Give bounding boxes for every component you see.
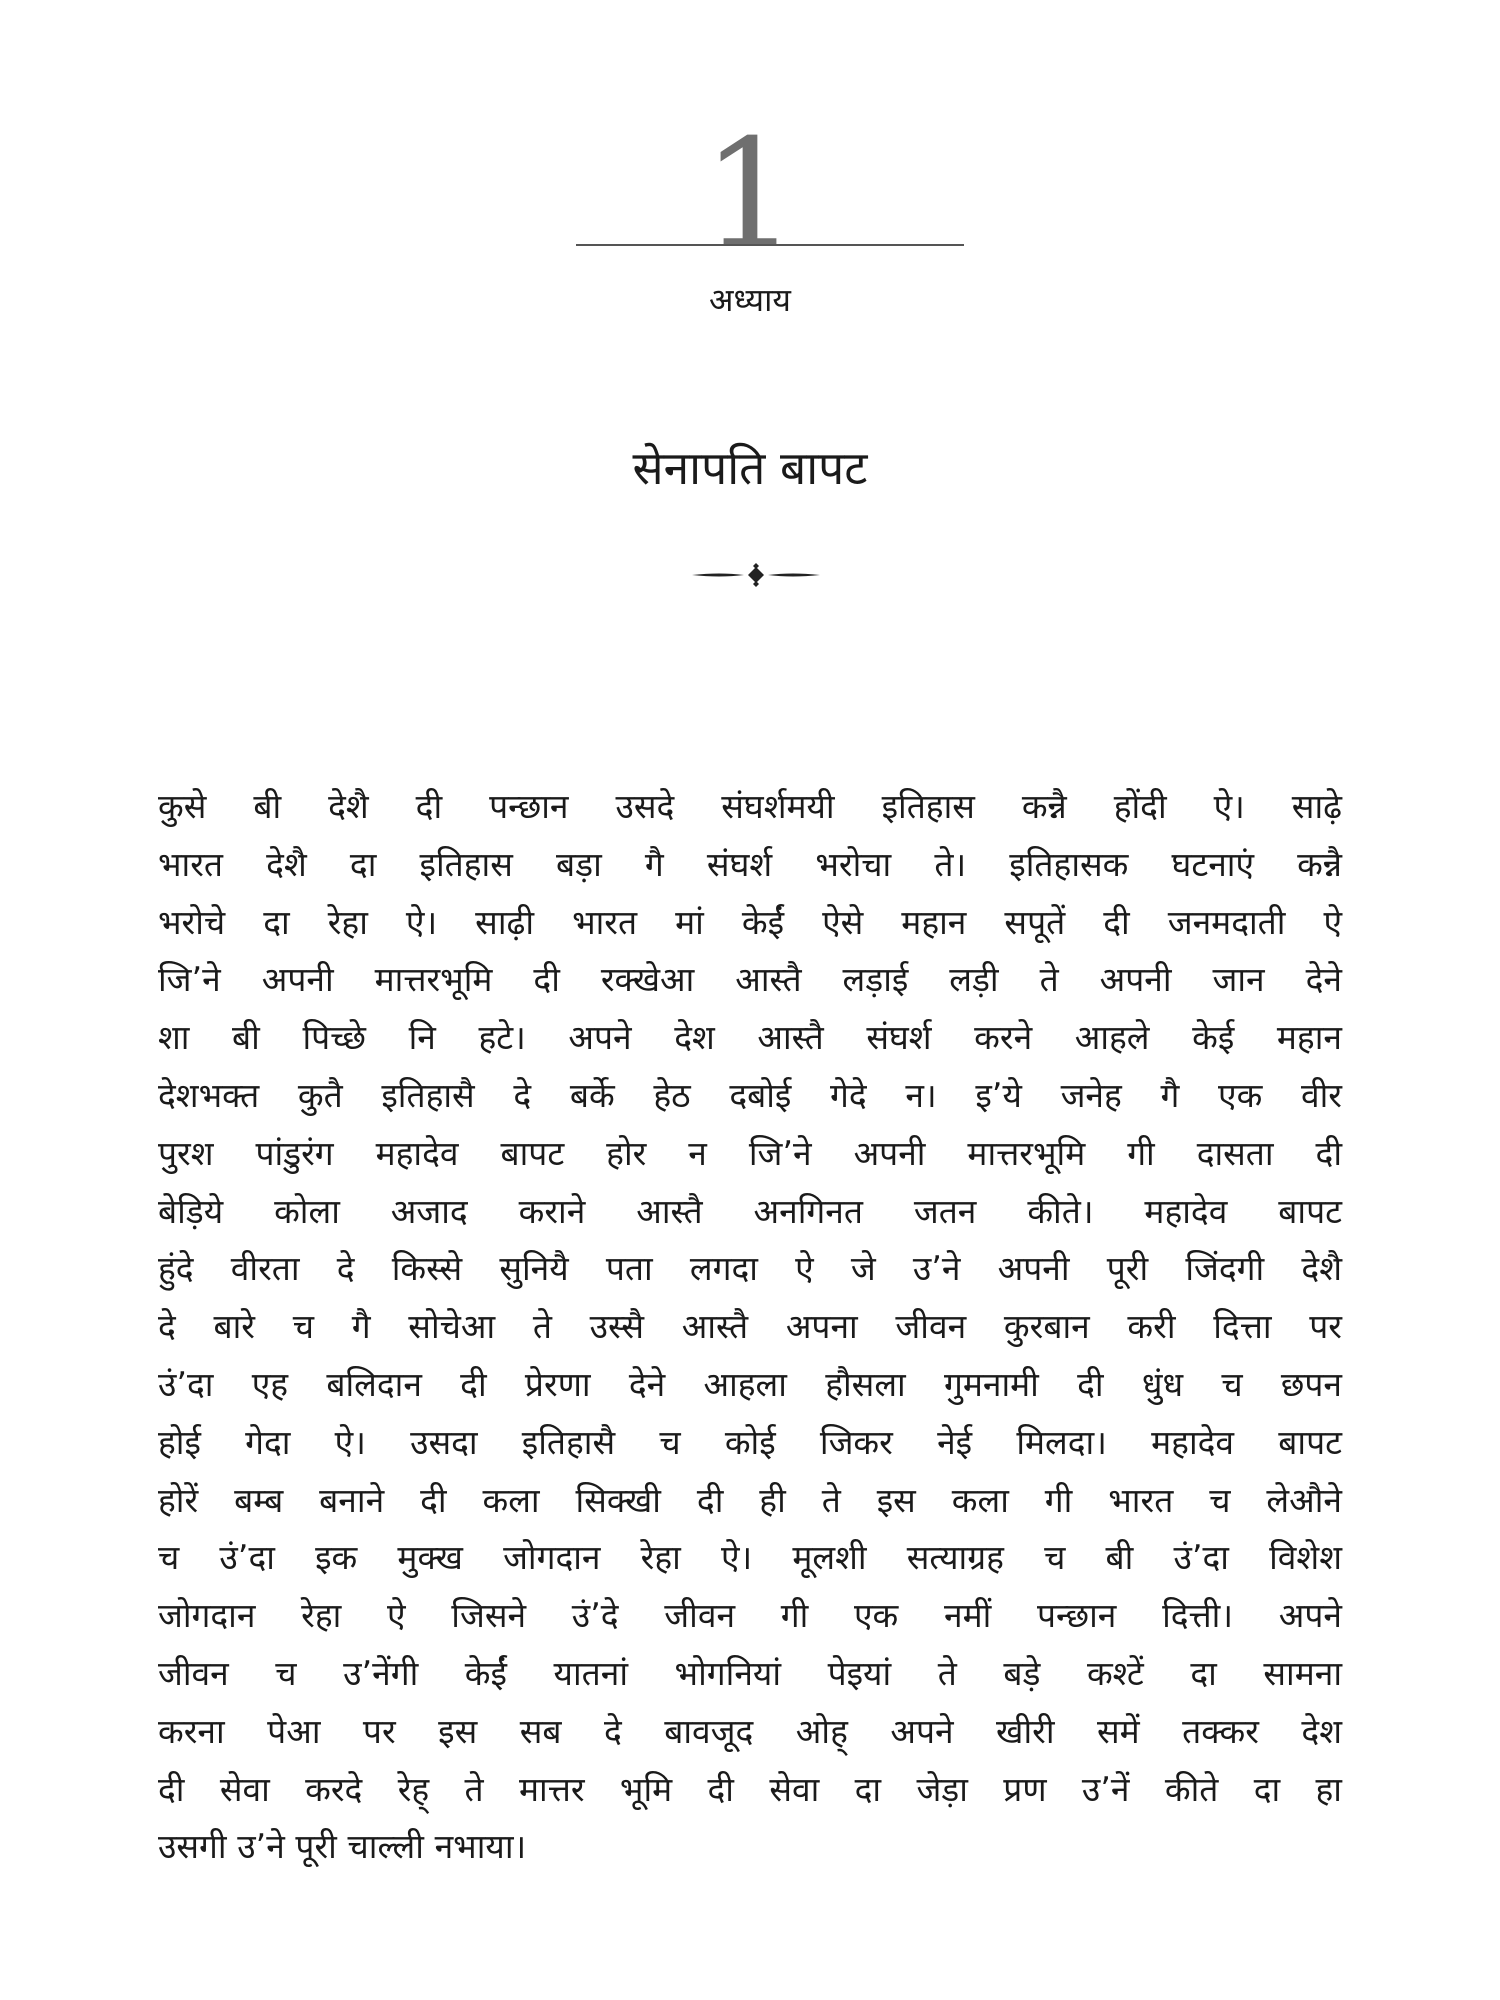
paragraph-line: भारत देशै दा इतिहास बड़ा गै संघर्श भरोचा ते। इतिहासक घटनाएं कन्नै — [158, 844, 1342, 884]
paragraph-line: करना पेआ पर इस सब दे बावजूद ओह् अपने खीरी समें तक्कर देश — [158, 1711, 1342, 1751]
paragraph-line: शा बी पिच्छे नि हटे। अपने देश आस्तै संघर्श करने आहले केई महान — [158, 1018, 1342, 1058]
paragraph-line: जि’ने अपनी मात्तरभूमि दी रक्खेआ आस्तै लड़ाई लड़ी ते अपनी जान देने — [158, 960, 1342, 1000]
paragraph-line: पुरश पांडुरंग महादेव बापट होर न जि’ने अपनी मात्तरभूमि गी दासता दी — [158, 1133, 1342, 1173]
paragraph-line: जोगदान रेहा ऐ जिसने उं’दे जीवन गी एक नमीं पन्छान दित्ती। अपने — [158, 1596, 1342, 1636]
paragraph-line: होरें बम्ब बनाने दी कला सिक्खी दी ही ते इस कला गी भारत च लेऔने — [158, 1480, 1342, 1520]
paragraph-line: च उं’दा इक मुक्ख जोगदान रेहा ऐ। मूलशी सत्याग्रह च बी उं’दा विशेश — [158, 1538, 1342, 1578]
paragraph-line: भरोचे दा रेहा ऐ। साढ़ी भारत मां केईं ऐसे महान सपूतें दी जनमदाती ऐ — [158, 902, 1342, 942]
chapter-title: सेनापति बापट — [632, 441, 868, 495]
paragraph-line: जीवन च उ’नेंगी केईं यातनां भोगनियां पेइयां ते बड़े कश्टें दा सामना — [158, 1653, 1342, 1693]
paragraph-line: उं’दा एह बलिदान दी प्रेरणा देने आहला हौसला गुमनामी दी धुंध च छपन — [158, 1364, 1342, 1404]
paragraph-line-last: उसगी उ’ने पूरी चाल्ली नभाया। — [158, 1827, 527, 1867]
paragraph-line: हुंदे वीरता दे किस्से सुनियै पता लगदा ऐ जे उ’ने अपनी पूरी जिंदगी देशै — [158, 1249, 1342, 1289]
body-paragraph — [158, 778, 1342, 1876]
paragraph-line: बेड़िये कोला अजाद कराने आस्तै अनगिनत जतन कीते। महादेव बापट — [158, 1191, 1342, 1231]
paragraph-line: देशभक्त कुतै इतिहासै दे बर्के हेठ दबोई गेदे न। इ’ये जनेह गै एक वीर — [158, 1075, 1342, 1115]
paragraph-line: कुसे बी देशै दी पन्छान उसदे संघर्शमयी इतिहास कन्नै होंदी ऐ। साढ़े — [158, 787, 1342, 826]
chapter-number-rule — [576, 244, 964, 246]
chapter-number: 1 — [702, 108, 798, 282]
chapter-label: अध्याय — [709, 281, 791, 319]
paragraph-line: दी सेवा करदे रेह् ते मात्तर भूमि दी सेवा दा जेड़ा प्रण उ’नें कीते दा हा — [158, 1769, 1342, 1809]
ornament-divider-icon — [690, 560, 822, 590]
paragraph-line: होई गेदा ऐ। उसदा इतिहासै च कोई जिकर नेई मिलदा। महादेव बापट — [158, 1422, 1342, 1462]
paragraph-line: दे बारे च गै सोचेआ ते उस्सै आस्तै अपना जीवन कुरबान करी दित्ता पर — [158, 1307, 1342, 1347]
